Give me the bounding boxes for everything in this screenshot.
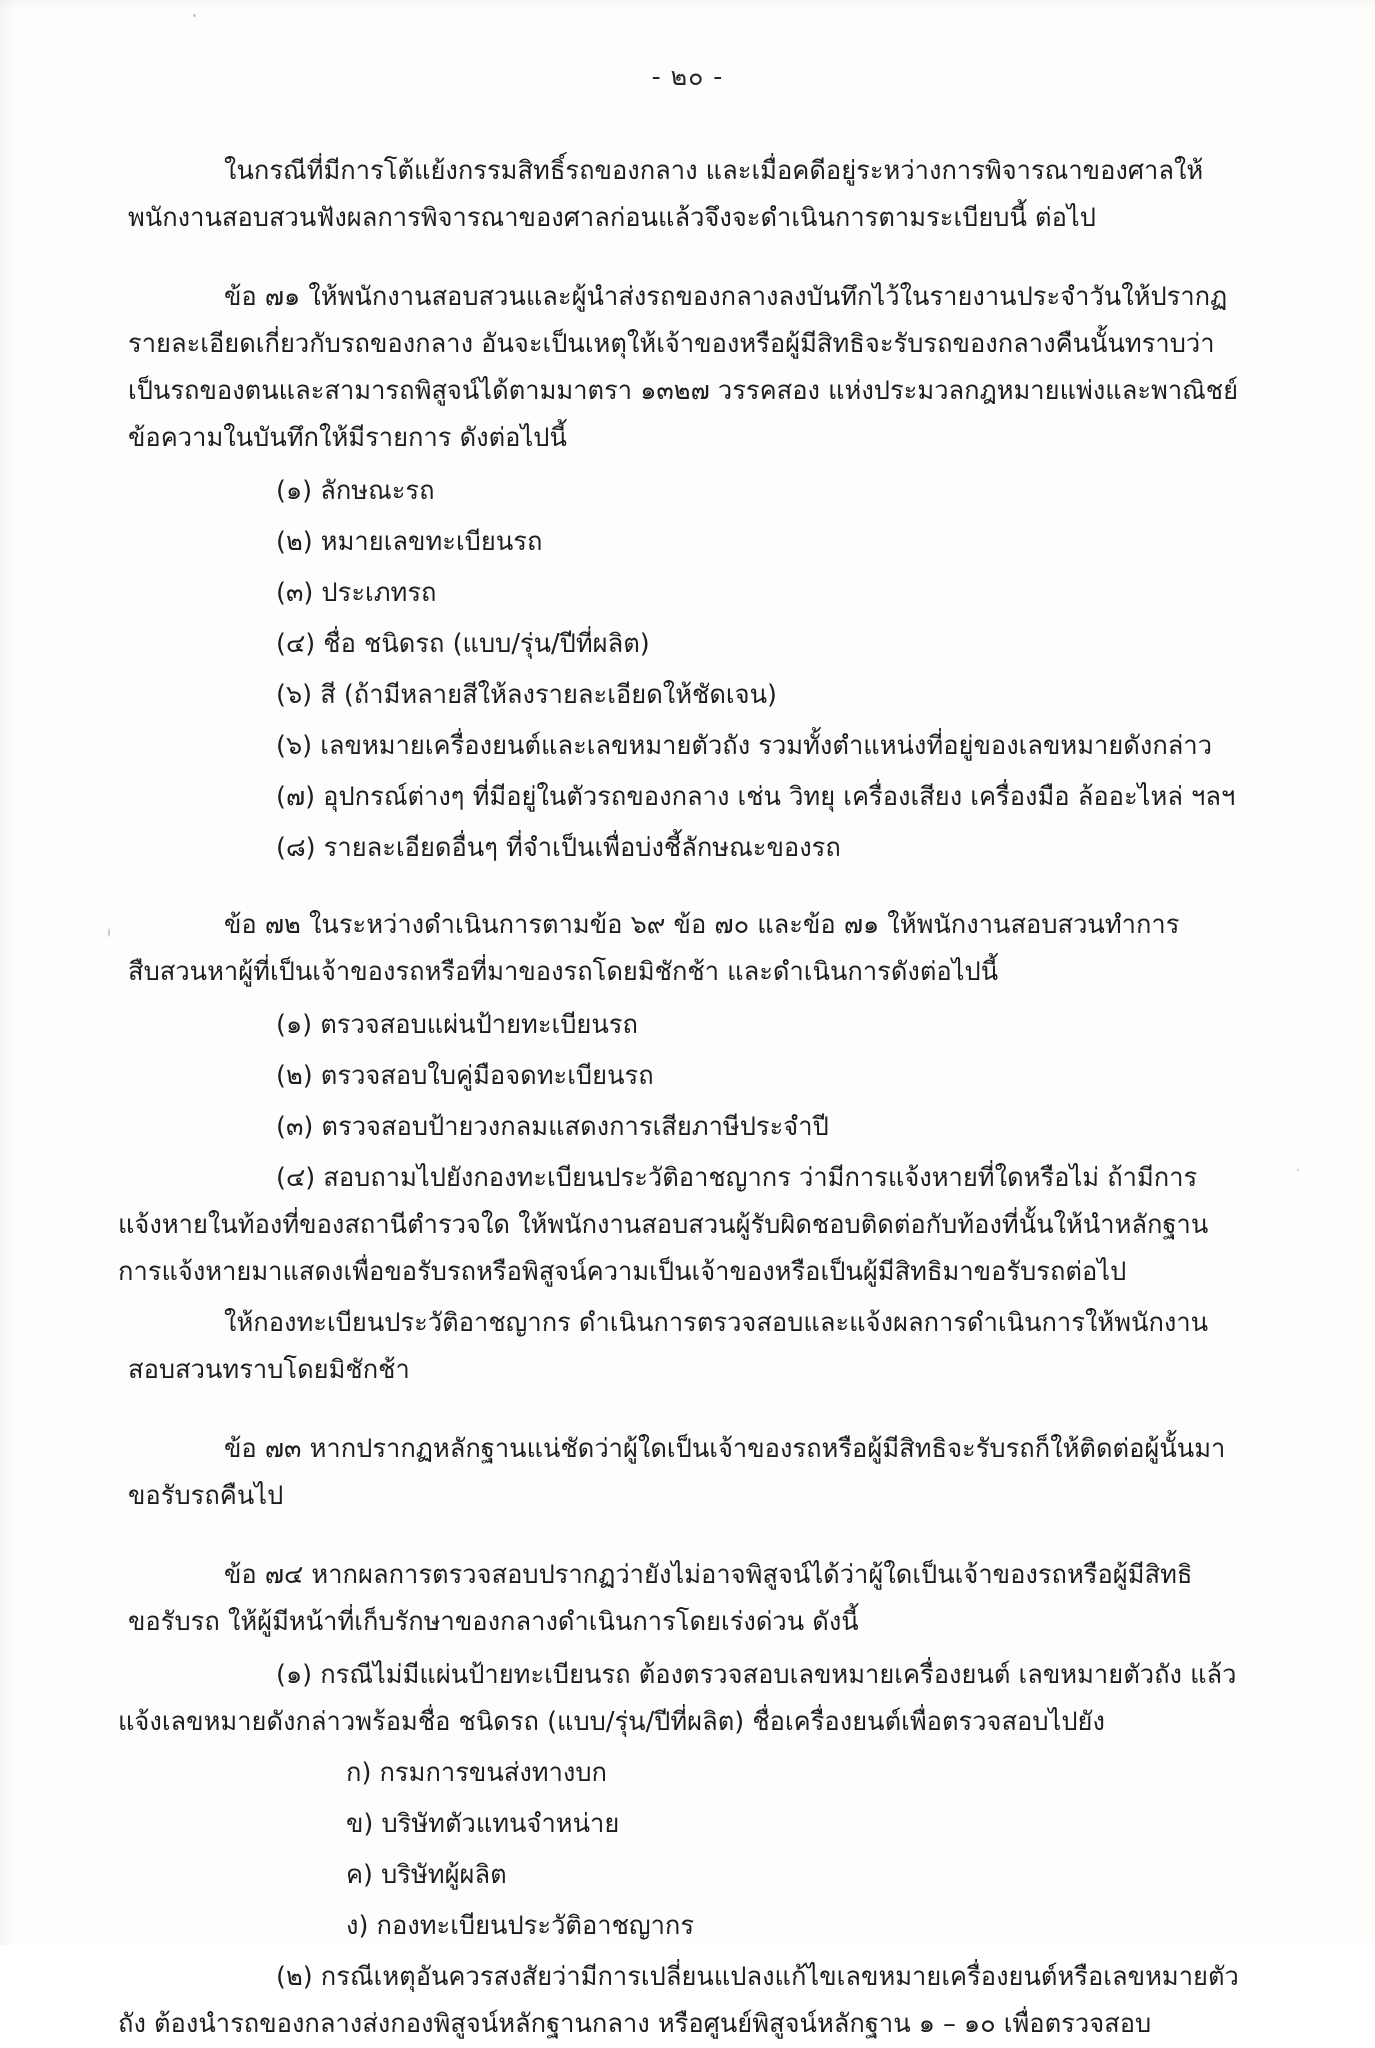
list-item: (๘) รายละเอียดอื่นๆ ที่จำเป็นเพื่อบ่งชี้ลักษณะของรถ — [276, 833, 841, 863]
list-item: (๗) อุปกรณ์ต่างๆ ที่มีอยู่ในตัวรถของกลาง เช่น วิทยุ เครื่องเสียง เครื่องมือ ล้ออะไหล่ ฯลฯ — [276, 782, 1236, 812]
list-item: (๓) ตรวจสอบป้ายวงกลมแสดงการเสียภาษีประจำปี — [276, 1112, 829, 1142]
section-72-closing-paragraph: ให้กองทะเบียนประวัติอาชญากร ดำเนินการตรวจสอบและแจ้งผลการดำเนินการให้พนักงานสอบสวนทราบโดยมิชักช้า — [128, 1308, 1209, 1385]
sub-list-item: ข) บริษัทตัวแทนจำหน่าย — [346, 1809, 620, 1839]
list-item: (๖) เลขหมายเครื่องยนต์และเลขหมายตัวถัง รวมทั้งตำแหน่งที่อยู่ของเลขหมายดังกล่าว — [276, 731, 1213, 761]
document-body — [118, 148, 1257, 2048]
list-item: (๒) หมายเลขทะเบียนรถ — [276, 527, 543, 557]
list-item: (๑) ลักษณะรถ — [276, 476, 435, 506]
list-item: (๖) สี (ถ้ามีหลายสีให้ลงรายละเอียดให้ชัดเจน) — [276, 680, 777, 710]
section-73-heading-paragraph: ข้อ ๗๓ หากปรากฏหลักฐานแน่ชัดว่าผู้ใดเป็นเจ้าของรถหรือผู้มีสิทธิจะรับรถก็ให้ติดต่อผู้นั้นมาขอรับรถคืนไป — [128, 1434, 1226, 1511]
list-item: (๔) ชื่อ ชนิดรถ (แบบ/รุ่น/ปีที่ผลิต) — [276, 629, 650, 659]
paragraph-spacer — [118, 248, 1257, 274]
sub-list-item: ก) กรมการขนส่งทางบก — [346, 1758, 607, 1788]
section-74-item-1-paragraph: (๑) กรณีไม่มีแผ่นป้ายทะเบียนรถ ต้องตรวจสอบเลขหมายเครื่องยนต์ เลขหมายตัวถัง แล้วแจ้งเลขหมายดังกล่าวพร้อมชื่อ ชนิดรถ (แบบ/รุ่น/ปีที่ผลิต) ชื่อเครื่องยนต์เพื่อตรวจสอบไปยัง — [118, 1660, 1237, 1737]
sub-list-item: ค) บริษัทผู้ผลิต — [346, 1860, 507, 1890]
page-number: - ๒๐ - — [651, 62, 724, 91]
section-72-heading-paragraph: ข้อ ๗๒ ในระหว่างดำเนินการตามข้อ ๖๙ ข้อ ๗๐ และข้อ ๗๑ ให้พนักงานสอบสวนทำการสืบสวนหาผู้ที่เป็นเจ้าของรถหรือที่มาของรถโดยมิชักช้า และดำเนินการดังต่อไปนี้ — [128, 910, 1180, 987]
list-item: (๒) ตรวจสอบใบคู่มือจดทะเบียนรถ — [276, 1061, 654, 1091]
sub-list-item: ง) กองทะเบียนประวัติอาชญากร — [346, 1911, 695, 1941]
section-72-item-4-paragraph: (๔) สอบถามไปยังกองทะเบียนประวัติอาชญากร ว่ามีการแจ้งหายที่ใดหรือไม่ ถ้ามีการแจ้งหายในท้องที่ของสถานีตำรวจใด ให้พนักงานสอบสวนผู้รับผิดชอบติดต่อกับท้องที่นั้นให้นำหลักฐานการแจ้งหายมาแสดงเพื่อขอรับรถหรือพิสูจน์ความเป็นเจ้าของหรือเป็นผู้มีสิทธิมาขอรับรถต่อไป — [118, 1163, 1209, 1287]
section-74-item-2-paragraph: (๒) กรณีเหตุอันควรสงสัยว่ามีการเปลี่ยนแปลงแก้ไขเลขหมายเครื่องยนต์หรือเลขหมายตัวถัง ต้องนำรถของกลางส่งกองพิสูจน์หลักฐานกลาง หรือศูนย์พิสูจน์หลักฐาน ๑ – ๑๐ เพื่อตรวจสอบ — [118, 1962, 1239, 2039]
paragraph-spacer — [118, 1400, 1257, 1426]
paragraph-spacer — [118, 1526, 1257, 1552]
intro-paragraph: ในกรณีที่มีการโต้แย้งกรรมสิทธิ์รถของกลาง และเมื่อคดีอยู่ระหว่างการพิจารณาของศาลให้พนักงานสอบสวนฟังผลการพิจารณาของศาลก่อนแล้วจึงจะดำเนินการตามระเบียบนี้ ต่อไป — [128, 156, 1204, 233]
paragraph-spacer — [118, 876, 1257, 902]
section-74-heading-paragraph: ข้อ ๗๔ หากผลการตรวจสอบปรากฏว่ายังไม่อาจพิสูจน์ได้ว่าผู้ใดเป็นเจ้าของรถหรือผู้มีสิทธิขอรับรถ ให้ผู้มีหน้าที่เก็บรักษาของกลางดำเนินการโดยเร่งด่วน ดังนี้ — [128, 1560, 1193, 1637]
list-item: (๑) ตรวจสอบแผ่นป้ายทะเบียนรถ — [276, 1010, 638, 1040]
section-71-heading-paragraph: ข้อ ๗๑ ให้พนักงานสอบสวนและผู้นำส่งรถของกลางลงบันทึกไว้ในรายงานประจำวันให้ปรากฏรายละเอียดเกี่ยวกับรถของกลาง อันจะเป็นเหตุให้เจ้าของหรือผู้มีสิทธิจะรับรถของกลางคืนนั้นทราบว่าเป็นรถของตนและสามารถพิสูจน์ได้ตามมาตรา ๑๓๒๗ วรรคสอง แห่งประมวลกฎหมายแพ่งและพาณิชย์ ข้อความในบันทึกให้มีรายการ ดังต่อไปนี้ — [128, 282, 1239, 453]
list-item: (๓) ประเภทรถ — [276, 578, 437, 608]
